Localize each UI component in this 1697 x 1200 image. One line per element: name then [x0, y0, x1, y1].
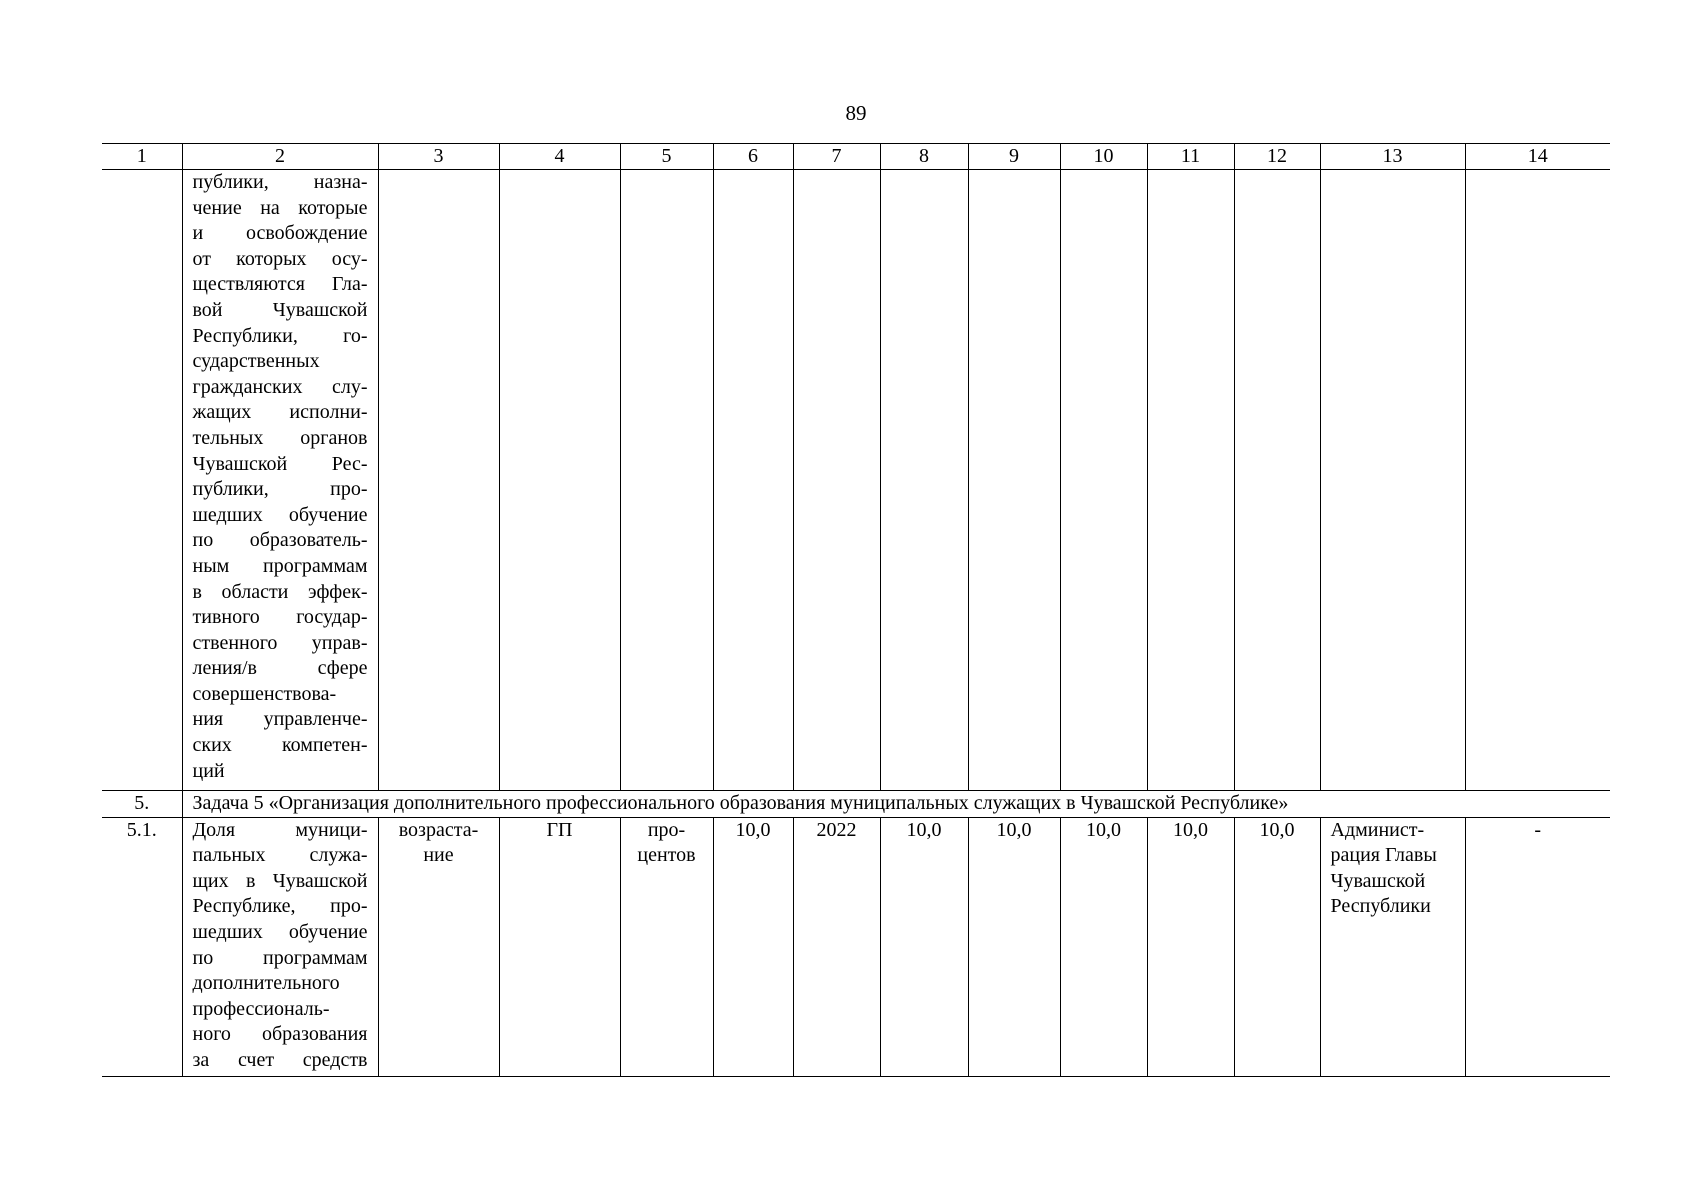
header-cell: 7	[793, 144, 880, 170]
header-cell: 12	[1234, 144, 1320, 170]
trend-cell: возраста- ние	[378, 817, 499, 1076]
table-cell	[620, 170, 713, 791]
header-cell: 5	[620, 144, 713, 170]
header-cell: 8	[880, 144, 968, 170]
value-cell: 10,0	[968, 817, 1060, 1076]
indicator-name: Доля муници- пальных служа- щих в Чувашской Республике, про- шедших обучение по программам дополнительного профессиональ- ного образования за счет средств	[182, 817, 378, 1076]
header-cell: 9	[968, 144, 1060, 170]
table-cell	[102, 170, 182, 791]
responsible-cell: Админист- рация Главы Чувашской Республики	[1320, 817, 1465, 1076]
value-cell: 10,0	[880, 817, 968, 1076]
table-cell	[1465, 170, 1610, 791]
note-cell: -	[1465, 817, 1610, 1076]
table-cell	[880, 170, 968, 791]
header-cell: 3	[378, 144, 499, 170]
base-year-cell: 2022	[793, 817, 880, 1076]
indicator-row	[102, 817, 1610, 1076]
indicator-number: 5.1.	[102, 817, 182, 1076]
unit-cell: про- центов	[620, 817, 713, 1076]
table-cell	[378, 170, 499, 791]
table-cell	[793, 170, 880, 791]
value-cell: 10,0	[1060, 817, 1147, 1076]
header-row	[102, 144, 1610, 170]
indicator-name-continued: публики, назна- чение на которые и освобождение от которых осу- ществляются Гла- вой Чувашской Республики, го- сударственных гражданских слу- жащих исполни- тельных органов Чувашской Рес- публики, про- шедших обучение по образователь- ным программам в области эффек- тивного государ- ственного управ- ления/в сфере совершенствова- ния управленче- ских компетен- ций	[182, 170, 378, 791]
header-cell: 10	[1060, 144, 1147, 170]
source-cell: ГП	[499, 817, 620, 1076]
table-cell	[1234, 170, 1320, 791]
table-cell	[713, 170, 793, 791]
task-title: Задача 5 «Организация дополнительного профессионального образования муниципальных служащих в Чувашской Республике»	[182, 791, 1610, 818]
task-row	[102, 791, 1610, 818]
value-cell: 10,0	[1234, 817, 1320, 1076]
header-cell: 2	[182, 144, 378, 170]
header-cell: 6	[713, 144, 793, 170]
table-cell	[1147, 170, 1234, 791]
task-number: 5.	[102, 791, 182, 818]
continuation-row	[102, 170, 1610, 791]
header-cell: 1	[102, 144, 182, 170]
page-number: 89	[845, 101, 867, 125]
base-value-cell: 10,0	[713, 817, 793, 1076]
header-cell: 13	[1320, 144, 1465, 170]
header-cell: 14	[1465, 144, 1610, 170]
table-cell	[1320, 170, 1465, 791]
value-cell: 10,0	[1147, 817, 1234, 1076]
indicators-table	[102, 143, 1610, 1077]
table-cell	[499, 170, 620, 791]
table-cell	[1060, 170, 1147, 791]
header-cell: 4	[499, 144, 620, 170]
table-cell	[968, 170, 1060, 791]
header-cell: 11	[1147, 144, 1234, 170]
